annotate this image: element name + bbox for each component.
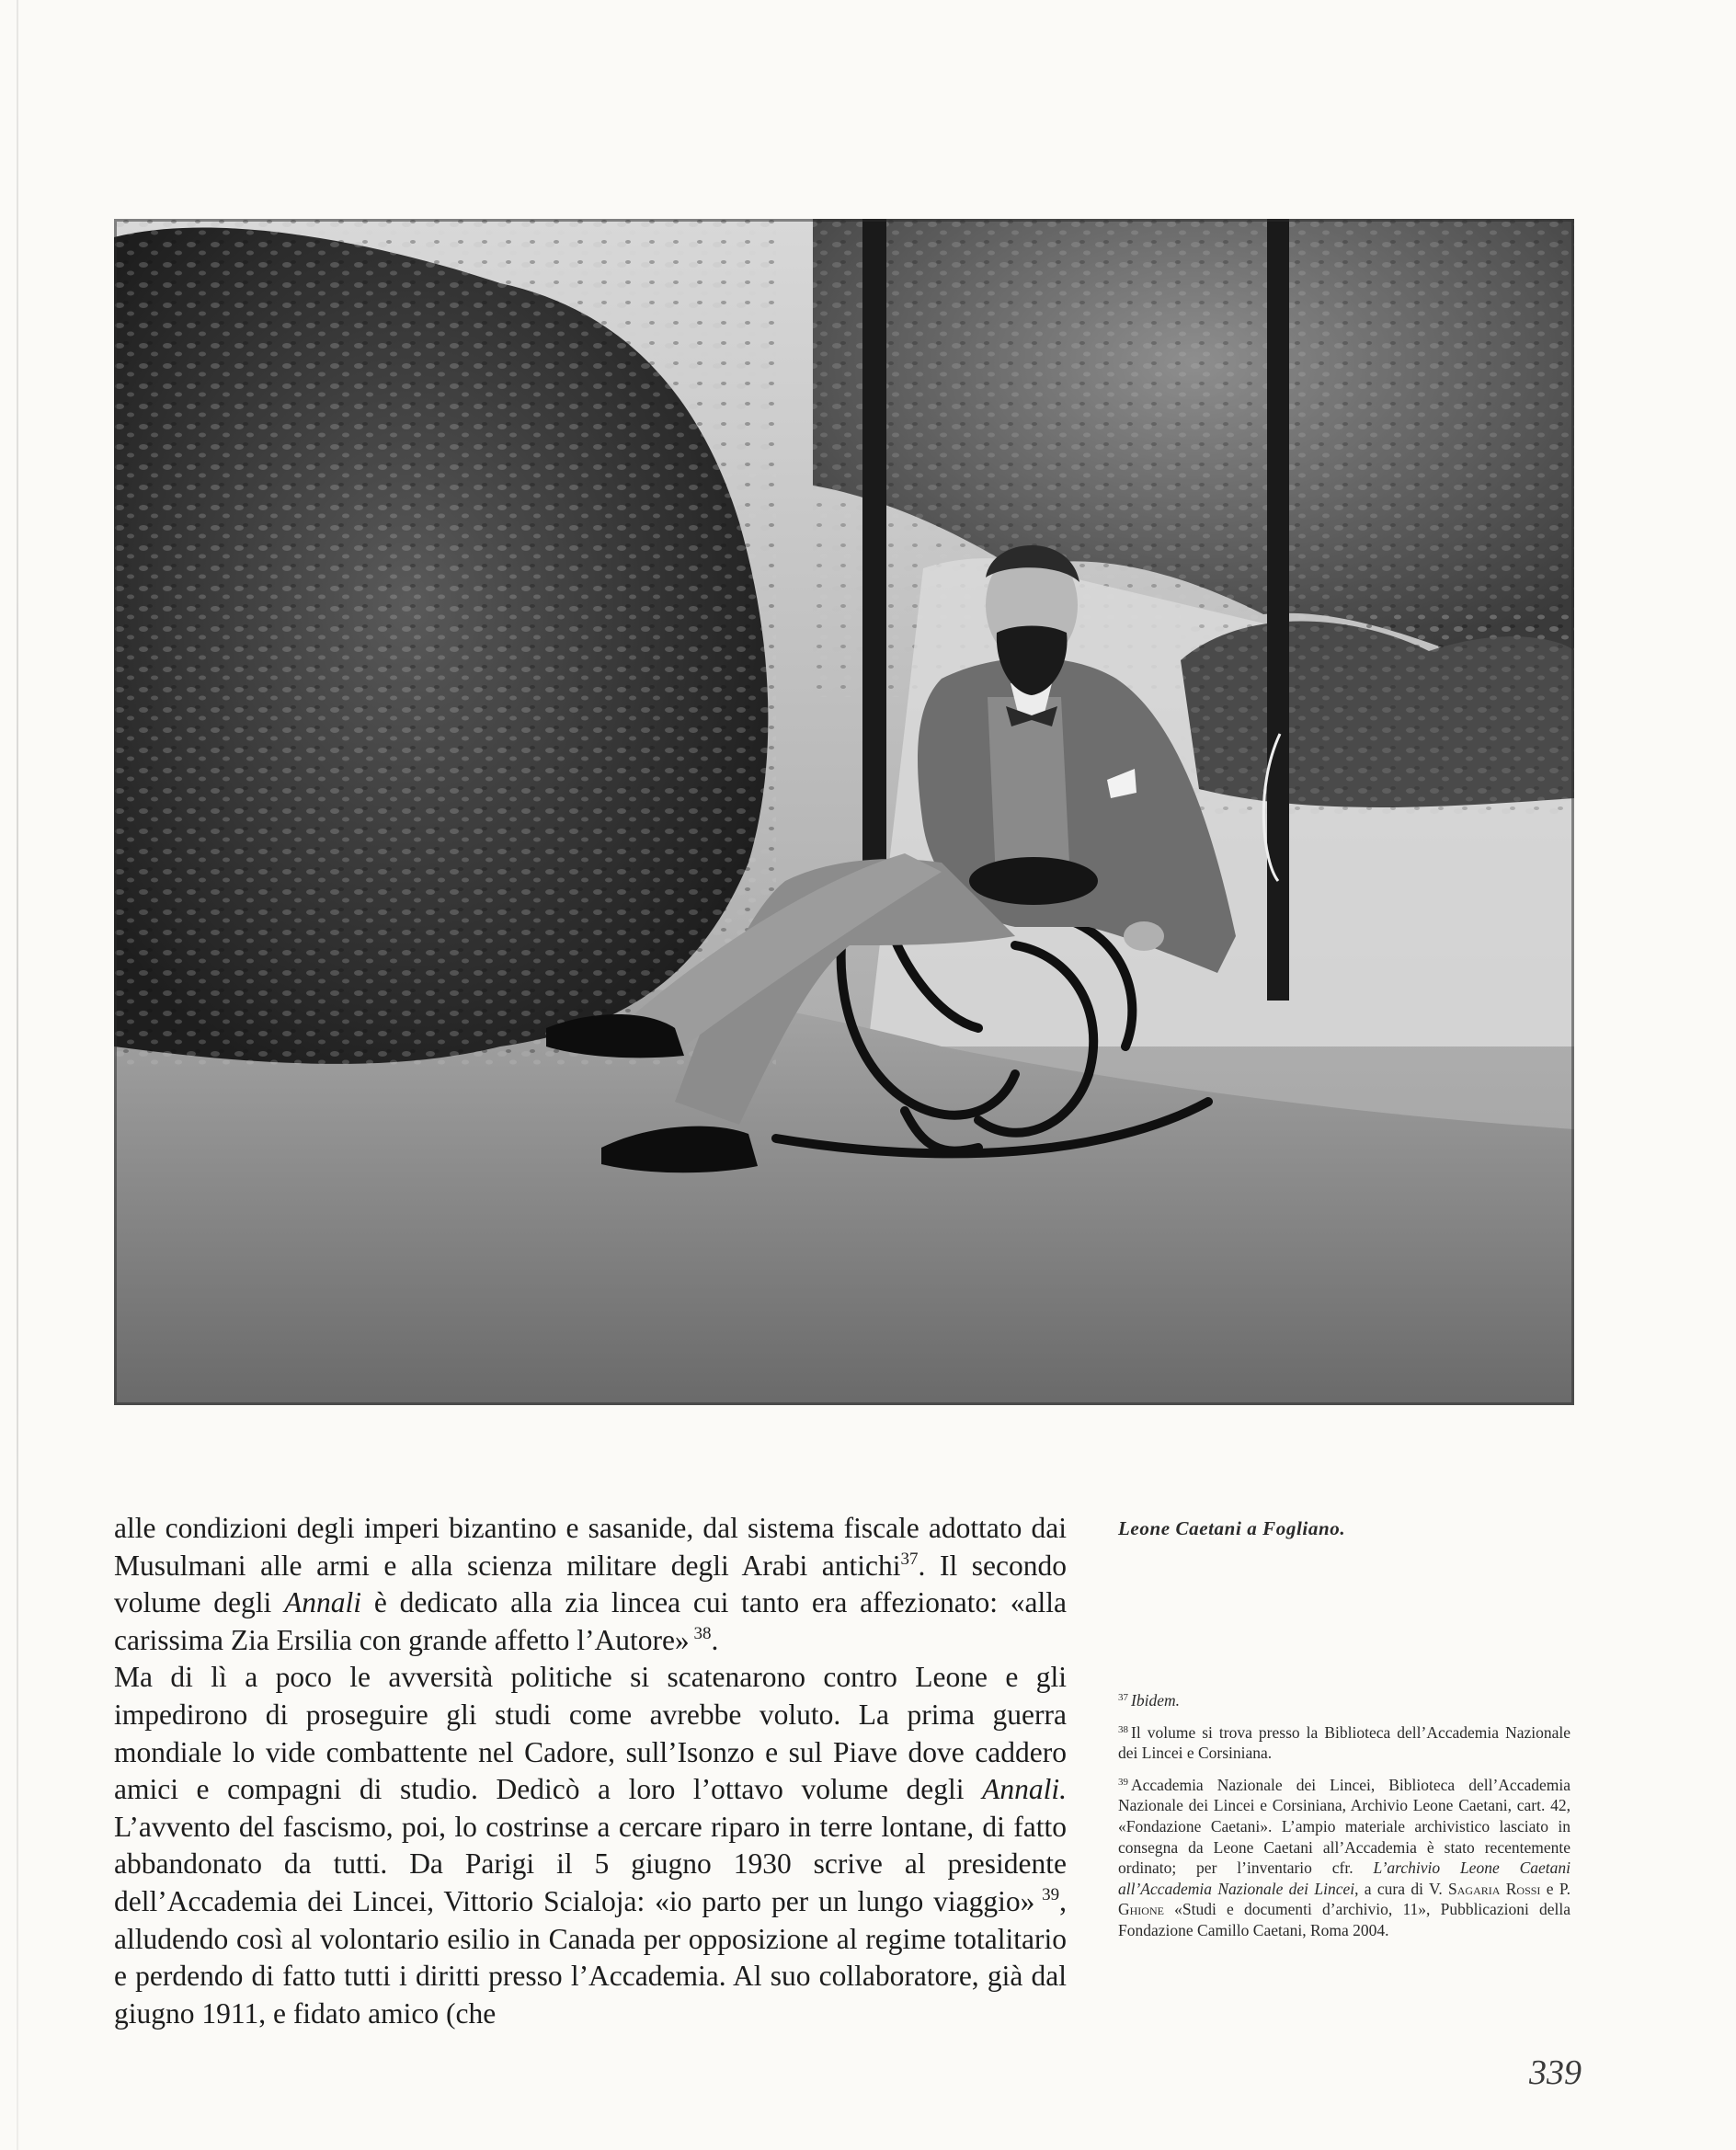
italic-run: Annali bbox=[284, 1586, 362, 1619]
text-run: «Studi e documenti d’archivio, 11», Pubblicazioni della Fondazione Camillo Caetani, Roma 2004. bbox=[1118, 1900, 1570, 1939]
text-run: . Il secondo volume degli bbox=[114, 1549, 1067, 1619]
photograph-illustration bbox=[114, 219, 1574, 1405]
text-run: Accademia Nazionale dei Lincei, Biblioteca dell’Accademia Nazionale dei Lincei e Corsiniana, Archivio Leone Caetani, cart. 42, «Fondazione Caetani». L’ampio materiale archivistico lasciato in consegna da Leone Caetani all’Accademia è stato recentemente ordinato; per l’inventario cfr. bbox=[1118, 1775, 1570, 1878]
italic-run: Ibidem. bbox=[1131, 1691, 1180, 1710]
body-paragraph bbox=[114, 1510, 1067, 1659]
italic-run: Annali. bbox=[982, 1773, 1067, 1806]
text-run: è dedicato alla zia lincea cui tanto era affezionato: «alla carissima Zia Ersilia con grande affetto l’Autore» bbox=[114, 1586, 1067, 1656]
footnote-text bbox=[1131, 1691, 1180, 1710]
footnote-37 bbox=[1118, 1690, 1570, 1711]
body-text bbox=[114, 1510, 1067, 2032]
text-run: e P. bbox=[1540, 1879, 1570, 1898]
page-number: 339 bbox=[1529, 2053, 1582, 2092]
body-paragraph bbox=[114, 1659, 1067, 2032]
footnote-text bbox=[1118, 1723, 1570, 1763]
footnote-number: 38 bbox=[1118, 1723, 1128, 1735]
italic-run: L’archivio Leone Caetani all’Accademia Nazionale dei Lincei bbox=[1118, 1858, 1571, 1898]
text-run: L’avvento del fascismo, poi, lo costrinse a cercare riparo in terre lontane, di fatto abbandonato da tutti. Da Parigi il 5 giugno 1930 scrive al presidente dell’Accademia dei Lincei, Vittorio Scialoja: «io parto per un lungo viaggio» bbox=[114, 1810, 1067, 1917]
text-run: Il volume si trova presso la Biblioteca dell’Accademia Nazionale dei Lincei e Corsiniana. bbox=[1118, 1722, 1570, 1763]
photo-caption: Leone Caetani a Fogliano. bbox=[1118, 1517, 1346, 1539]
footnotes bbox=[1118, 1690, 1570, 1952]
small-caps-run: Sagaria Rossi bbox=[1448, 1879, 1541, 1898]
footnote-ref: 39 bbox=[1034, 1884, 1060, 1904]
text-run: . bbox=[711, 1623, 719, 1656]
footnote-text bbox=[1118, 1776, 1570, 1939]
footnote-ref: 38 bbox=[689, 1623, 712, 1643]
photograph bbox=[114, 219, 1574, 1405]
text-run: alle condizioni degli imperi bizantino e sasanide, dal sistema fiscale adottato dai Musulmani alle armi e alla scienza militare degli Arabi antichi bbox=[114, 1512, 1067, 1582]
text-run: , alludendo così al volontario esilio in Canada per opposizione al regime totalitario e perdendo di fatto tutti i diritti presso l’Accademia. Al suo collaboratore, già dal giugno 1911, e fidato amico (che bbox=[114, 1884, 1068, 2030]
footnote-39 bbox=[1118, 1775, 1570, 1941]
footnote-number: 37 bbox=[1118, 1692, 1128, 1703]
text-run: , a cura di V. bbox=[1354, 1879, 1449, 1898]
page-gutter bbox=[17, 0, 18, 2150]
footnote-ref: 37 bbox=[900, 1549, 919, 1569]
footnote-number: 39 bbox=[1118, 1776, 1128, 1788]
footnote-38 bbox=[1118, 1722, 1570, 1764]
small-caps-run: Ghione bbox=[1118, 1900, 1164, 1919]
text-run: Ma di lì a poco le avversità politiche si scatenarono contro Leone e gli impedirono di proseguire gli studi come avrebbe voluto. La prima guerra mondiale lo vide combattente nel Cadore, sull’Isonzo e sul Piave dove caddero amici e compagni di studio. Dedicò a loro l’ottavo volume degli bbox=[114, 1661, 1067, 1806]
